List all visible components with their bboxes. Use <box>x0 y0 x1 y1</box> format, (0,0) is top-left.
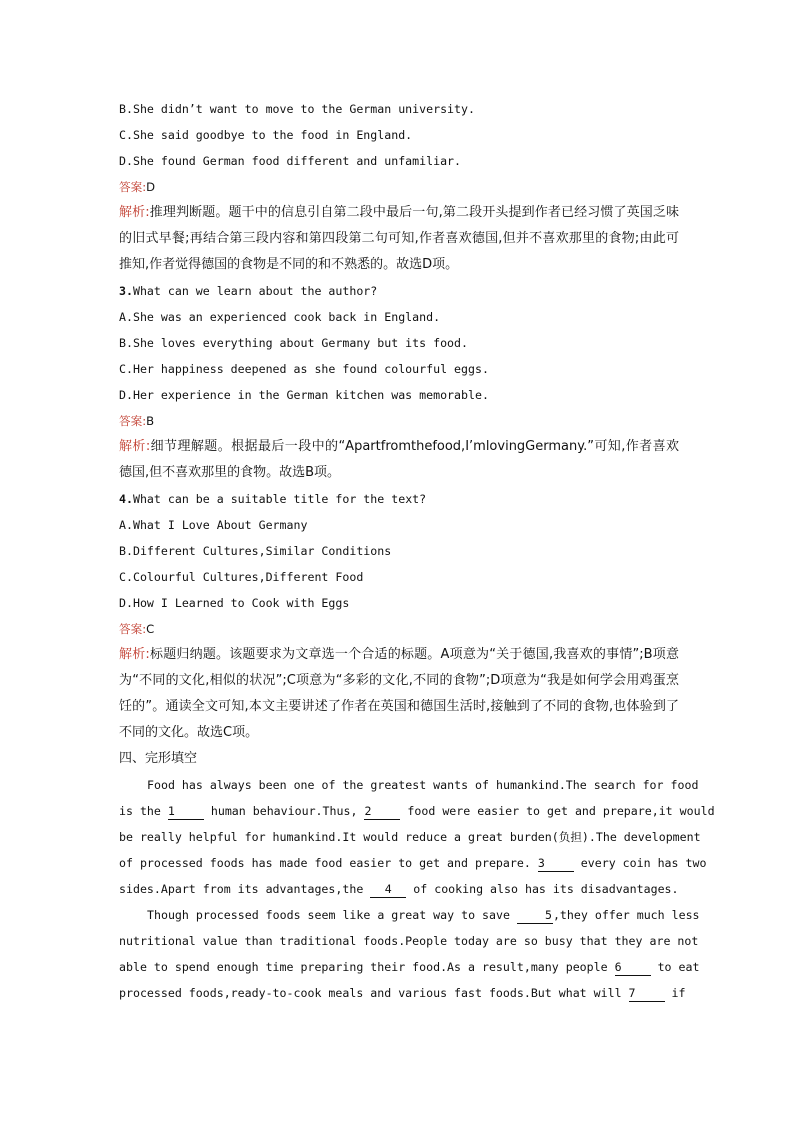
cloze-text: human behaviour.Thus, <box>210 804 358 818</box>
cloze-line <box>119 850 707 876</box>
q2-option-b: B.She didn’t want to move to the German university. <box>119 102 475 116</box>
q4-option-c: C.Colourful Cultures,Different Food <box>119 570 364 584</box>
cloze-blank-7: 7 <box>629 985 665 1002</box>
q4-analysis <box>119 642 679 746</box>
cloze-line <box>119 876 679 902</box>
cloze-blank-4: 4 <box>370 881 406 898</box>
cloze-text: sides.Apart from its advantages,the <box>119 882 364 896</box>
cloze-text: of cooking also has its disadvantages. <box>413 882 679 896</box>
question-number: 4. <box>119 492 133 506</box>
question-text: What can be a suitable title for the text? <box>132 492 427 506</box>
cloze-text: processed foods,ready-to-cook meals and various fast foods.But what will <box>119 986 622 1000</box>
q3-answer <box>119 408 679 434</box>
question-text: What can we learn about the author? <box>132 284 378 298</box>
cloze-blank-6: 6 <box>615 959 651 976</box>
cloze-text: Though processed foods seem like a great way to save <box>147 908 510 922</box>
cloze-text: be really helpful for humankind.It would reduce a great burden(负担).The development <box>119 830 701 844</box>
q3-option-d: D.Her experience in the German kitchen was memorable. <box>119 388 489 402</box>
q4-option-a: A.What I Love About Germany <box>119 518 308 532</box>
q3-option-a: A.She was an experienced cook back in England. <box>119 310 441 324</box>
cloze-paragraph-1 <box>119 772 715 902</box>
analysis-text: 推理判断题。题干中的信息引自第二段中最后一句,第二段开头提到作者已经习惯了英国乏味的旧式早餐;再结合第三段内容和第四段第二句可知,作者喜欢德国,但并不喜欢那里的食物;由此可推知,作者觉得德国的食物是不同的和不熟悉的。故选D项。 <box>119 205 679 272</box>
analysis-label: 解析: <box>119 439 151 454</box>
analysis-text: 标题归纳题。该题要求为文章选一个合适的标题。A项意为“关于德国,我喜欢的事情”;B项意为“不同的文化,相似的状况”;C项意为“多彩的文化,不同的食物”;D项意为“我是如何学会用鸡蛋烹饪的”。通读全文可知,本文主要讲述了作者在英国和德国生活时,接触到了不同的食物,也体验到了不同的文化。故选C项。 <box>119 647 679 740</box>
q2-option-c: C.She said goodbye to the food in England. <box>119 128 413 142</box>
q2-option-d: D.She found German food different and unfamiliar. <box>119 154 462 168</box>
cloze-blank-3: 3 <box>538 855 574 872</box>
q4-answer <box>119 616 679 642</box>
question-number: 3. <box>119 284 133 298</box>
cloze-text: if <box>671 986 686 1000</box>
cloze-line <box>119 798 715 824</box>
q3-analysis <box>119 434 679 486</box>
cloze-line: nutritional value than traditional foods.People today are so busy that they are not <box>119 934 699 948</box>
answer-label: 答案: <box>119 414 147 428</box>
cloze-text: of processed foods has made food easier to get and prepare. <box>119 856 531 870</box>
q4-option-d: D.How I Learned to Cook with Eggs <box>119 596 350 610</box>
cloze-blank-1: 1 <box>168 803 204 820</box>
cloze-text: is the <box>119 804 161 818</box>
section-title: 四、完形填空 <box>119 751 198 766</box>
answer-value: D <box>146 180 156 194</box>
analysis-label: 解析: <box>119 205 150 220</box>
q4-option-b: B.Different Cultures,Similar Conditions <box>119 544 392 558</box>
analysis-label: 解析: <box>119 647 150 662</box>
q3-option-c: C.Her happiness deepened as she found colourful eggs. <box>119 362 489 376</box>
cloze-line <box>119 954 700 980</box>
answer-label: 答案: <box>119 180 147 194</box>
cloze-blank-5: 5 <box>517 907 553 924</box>
q3-question <box>119 278 679 304</box>
cloze-line: Food has always been one of the greatest wants of humankind.The search for food <box>147 778 699 792</box>
cloze-blank-2: 2 <box>364 803 400 820</box>
document-page <box>119 96 715 1006</box>
cloze-line <box>119 902 700 928</box>
cloze-text: food were easier to get and prepare,it would <box>407 804 715 818</box>
cloze-text: every coin has two <box>580 856 707 870</box>
cloze-text: to eat <box>657 960 700 974</box>
q2-answer <box>119 174 679 200</box>
cloze-line <box>119 824 701 850</box>
cloze-paragraph-2 <box>119 902 700 1006</box>
cloze-text: able to spend enough time preparing their food.As a result,many people <box>119 960 608 974</box>
cloze-line <box>119 980 686 1006</box>
analysis-text: 细节理解题。根据最后一段中的“Apartfromthefood,I’mlovingGermany.”可知,作者喜欢德国,但不喜欢那里的食物。故选B项。 <box>119 439 679 480</box>
q2-analysis <box>119 200 679 278</box>
cloze-text: ,they offer much less <box>552 908 700 922</box>
q3-option-b: B.She loves everything about Germany but its food. <box>119 336 469 350</box>
answer-value: B <box>146 414 155 428</box>
q4-question <box>119 486 679 512</box>
answer-value: C <box>146 622 155 636</box>
answer-label: 答案: <box>119 622 147 636</box>
